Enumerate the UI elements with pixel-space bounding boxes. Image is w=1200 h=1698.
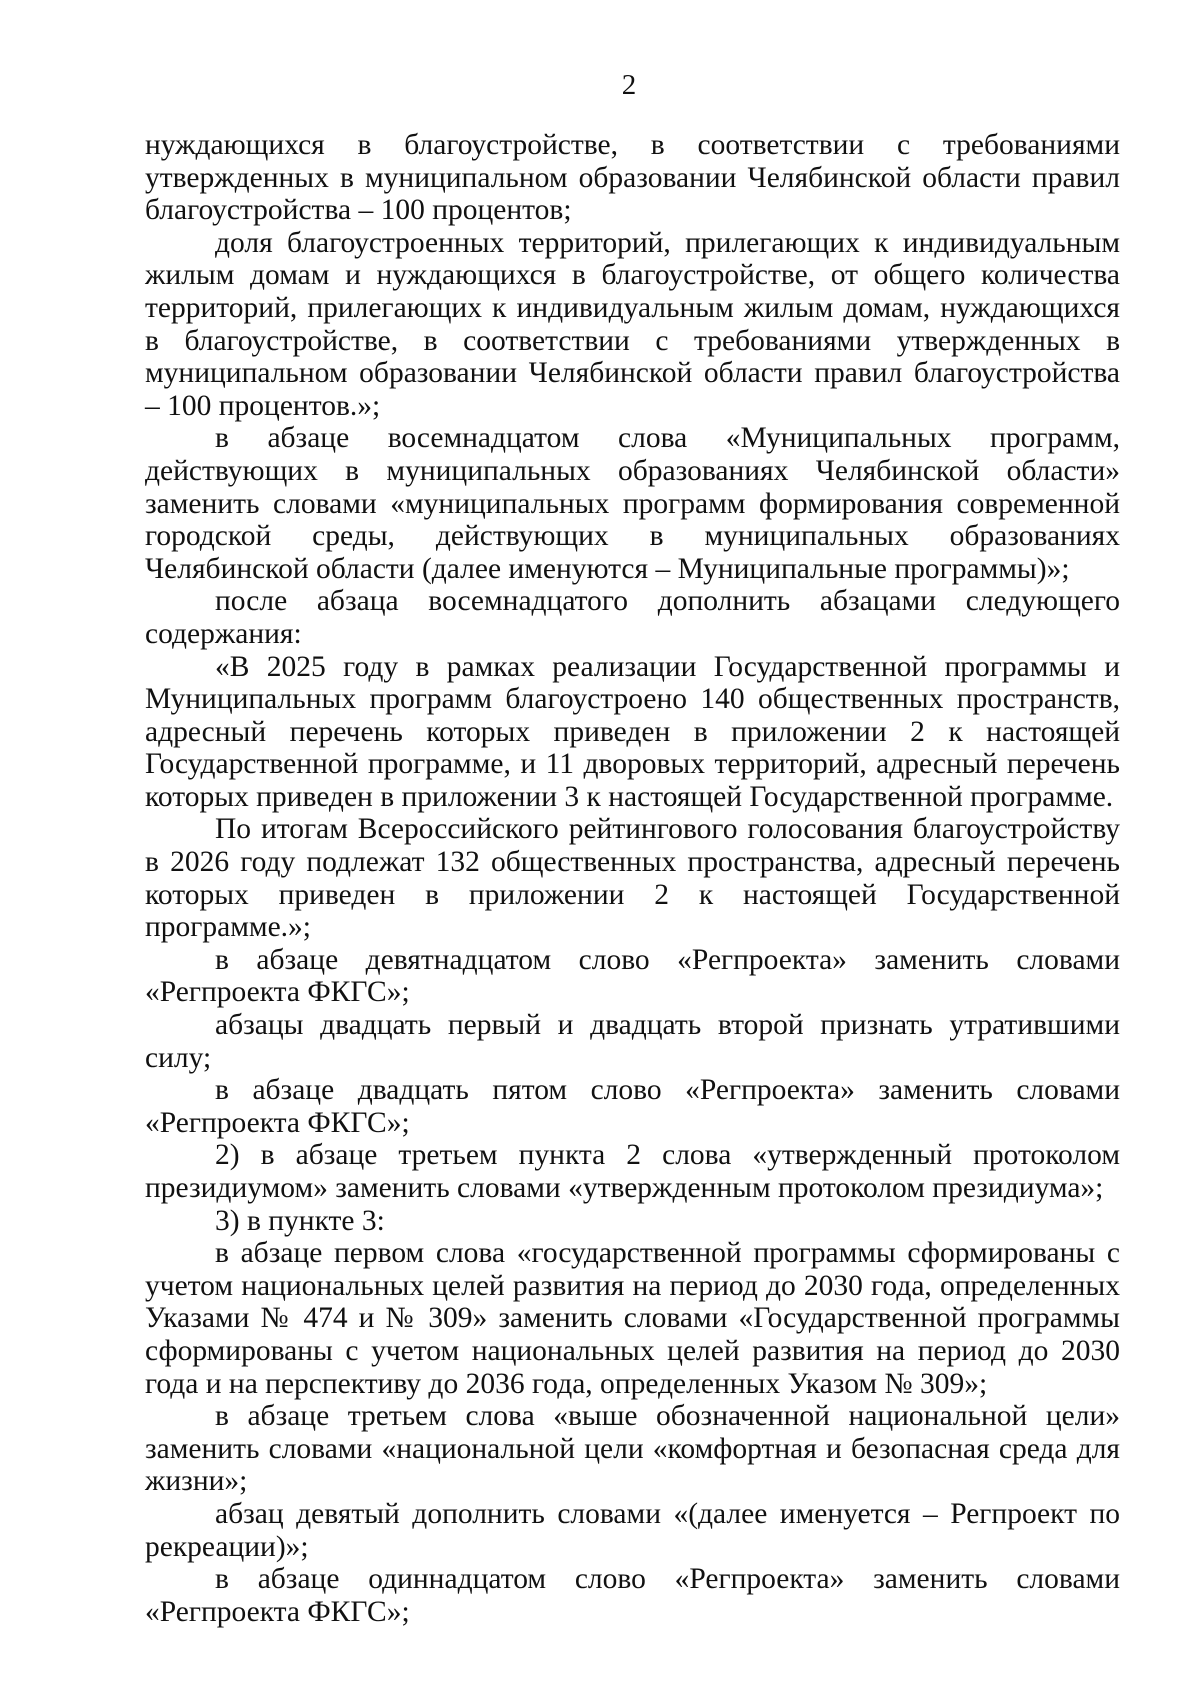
document-body (145, 129, 1120, 1628)
paragraph-4: после абзаца восемнадцатого дополнить абзацами следующего содержания: (145, 585, 1120, 650)
paragraph-11: 3) в пункте 3: (215, 1204, 385, 1237)
paragraph-3: в абзаце восемнадцатом слова «Муниципальных программ, действующих в муниципальных образованиях Челябинской области» заменить словами «муниципальных программ формирования современной городской среды, действующих в муниципальных образованиях Челябинской области (далее именуются – Муниципальные программы)»; (145, 422, 1120, 585)
paragraph-12: в абзаце первом слова «государственной программы сформированы с учетом национальных целей развития на период до 2030 года, определенных Указами № 474 и № 309» заменить словами «Государственной программы сформированы с учетом национальных целей развития на период до 2030 года и на перспективу до 2036 года, определенных Указом № 309»; (145, 1237, 1120, 1400)
paragraph-7: в абзаце девятнадцатом слово «Регпроекта» заменить словами «Регпроекта ФКГС»; (145, 943, 1120, 1009)
paragraph-6: По итогам Всероссийского рейтингового голосования благоустройству в 2026 году подлежат 132 общественных пространства, адресный перечень которых приведен в приложении 2 к настоящей Государственной программе.»; (145, 813, 1120, 944)
paragraph-15: в абзаце одиннадцатом слово «Регпроекта» заменить словами «Регпроекта ФКГС»; (145, 1563, 1120, 1628)
paragraph-2: доля благоустроенных территорий, прилегающих к индивидуальным жилым домам и нуждающихся в благоустройстве, от общего количества территорий, прилегающих к индивидуальным жилым домам, нуждающихся в благоустройстве, в соответствии с требованиями утвержденных в муниципальном образовании Челябинской области правил благоустройства – 100 процентов.»; (145, 226, 1120, 422)
page-number: 2 (621, 69, 637, 101)
paragraph-14: абзац девятый дополнить словами «(далее именуется – Регпроект по рекреации)»; (145, 1497, 1120, 1563)
paragraph-5: «В 2025 году в рамках реализации Государственной программы и Муниципальных программ благоустроено 140 общественных пространств, адресный перечень которых приведен в приложении 2 к настоящей Государственной программе, и 11 дворовых территорий, адресный перечень которых приведен в приложении 3 к настоящей Государственной программе. (145, 650, 1120, 813)
paragraph-13: в абзаце третьем слова «выше обозначенной национальной цели» заменить словами «национальной цели «комфортная и безопасная среда для жизни»; (145, 1400, 1120, 1498)
paragraph-10: 2) в абзаце третьем пункта 2 слова «утвержденный протоколом президиумом» заменить словами «утвержденным протоколом президиума»; (145, 1139, 1120, 1204)
paragraph-9: в абзаце двадцать пятом слово «Регпроекта» заменить словами «Регпроекта ФКГС»; (145, 1074, 1120, 1139)
paragraph-8: абзацы двадцать первый и двадцать второй признать утратившими силу; (145, 1009, 1120, 1074)
paragraph-1: нуждающихся в благоустройстве, в соответствии с требованиями утвержденных в муниципальном образовании Челябинской области правил благоустройства – 100 процентов; (145, 129, 1120, 227)
